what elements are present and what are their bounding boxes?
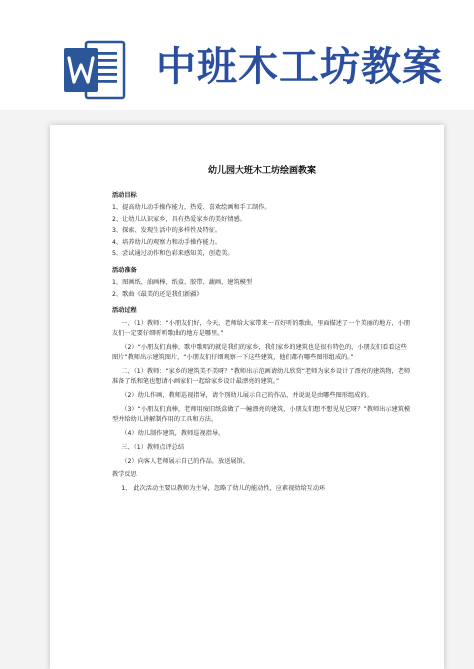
goal-item: 3、探索、发现生活中的多样性及特征。 [112, 227, 222, 235]
prep-item: 1、图画纸、油画棒、纸盒、胶带、蔬画、建筑模型 [112, 278, 253, 286]
process-paragraph: （2）向客人老师展示自己的作品，放送展馆。 [121, 458, 249, 466]
goals-heading: 活动目标 [112, 192, 137, 199]
process-paragraph: 1、 此次活动主要以教师为主导，忽略了幼儿的能动性，应素视幼给互动环 [121, 484, 326, 492]
document-title: 幼儿园大班木工坊绘画教案 [207, 166, 316, 176]
banner-title: 中班木工坊教案 [156, 44, 443, 90]
goal-item: 1、提高幼儿动手操作能力，热爱、喜欢绘画和手工制作。 [112, 204, 271, 211]
document-page [50, 125, 444, 669]
process-paragraph: （2）幼儿作画，教师巡视指导，请个别幼儿展示自己的作品，并说说是由哪些图形组成的。 [121, 392, 373, 400]
reflection-heading: 教学反思 [112, 471, 137, 479]
goal-item: 4、培养幼儿的观察力和动手操作能力。 [112, 238, 222, 246]
banner [0, 0, 474, 110]
document-body [112, 163, 412, 498]
process-paragraph: 一、（1）教师：“小朋友们好，今天，老师给大家带来一首好听的歌曲，里面描述了一个美丽的地方，小朋友们一定要仔细听听歌曲的地方是哪里。” [112, 320, 410, 338]
process-paragraph: （3）“小朋友们真棒，老师用废旧纸盒做了一幢漂亮的建筑，小朋友们想不想见见它呀？”教师出示建筑模型并给幼儿讲解制作用的工具和方法。 [112, 406, 411, 424]
process-paragraph: （4）幼儿制作建筑，教师巡视指导。 [121, 430, 225, 438]
prep-heading: 活动准备 [112, 266, 137, 274]
goal-item: 5、尝试通过动作和色彩来感知美，创造美。 [112, 250, 234, 258]
process-paragraph: 三、（1）教师点评总结 [121, 444, 185, 452]
word-document-icon [60, 36, 130, 106]
watermark [86, 245, 100, 264]
goal-item: 2、让幼儿认识家乡，具有热爱家乡的美好情感。 [112, 215, 246, 223]
process-heading: 活动过程 [112, 307, 137, 315]
prep-item: 2、歌曲《最美的还是我们新疆》 [112, 290, 203, 298]
process-paragraph: 二、（1）教师：“家乡的建筑美不美呀？”教师出示范画请幼儿欣赏“老师为家乡设计了漂亮的建筑物，老师准备了纸和笔也想请小画家们一起给家乡设计最漂亮的建筑。” [112, 368, 411, 386]
process-paragraph: （2）“小朋友们真棒，歌中歌唱的就是我们的家乡，我们家乡的建筑也是很有特色的，小朋友们看看这些图片”教师出示建筑图片，“小朋友们仔细观察一下这些建筑，他们都有哪些图形组成的。” [112, 344, 407, 362]
